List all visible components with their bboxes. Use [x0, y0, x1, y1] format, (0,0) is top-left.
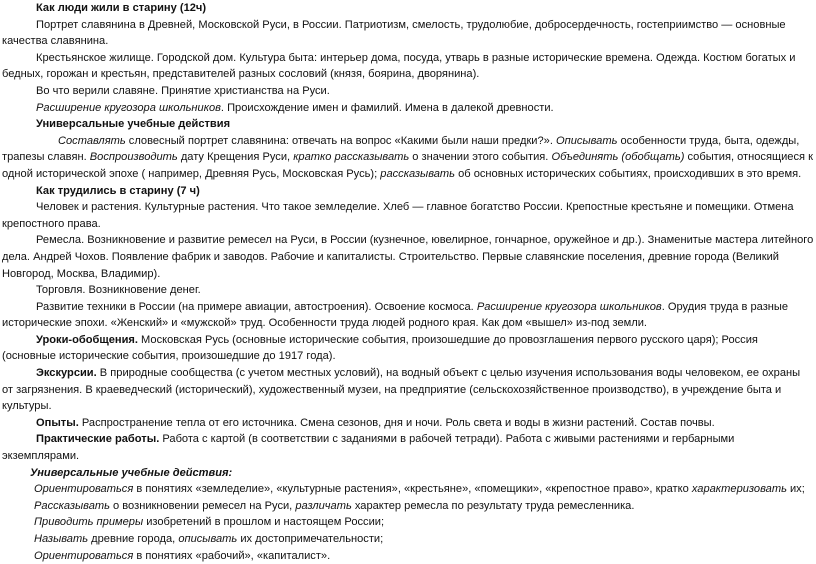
uud-item [2, 514, 814, 531]
paragraph-plants-agriculture: Человек и растения. Культурные растения. Что такое земледелие. Хлеб — главное богатство России. Крепостные крестьяне и помещики. Отмена крепостного права. [2, 201, 794, 230]
uud-run: древние города, [88, 533, 179, 545]
paragraph-slav-portrait: Портрет славянина в Древней, Московской Руси, в России. Патриотизм, смелость, трудолюбие, добросердечность, гостеприимство — основные качества славянина. [2, 18, 786, 48]
uud-item [2, 548, 814, 564]
paragraph-technology [2, 299, 814, 332]
paragraph-excursions [2, 365, 814, 415]
technology-text-a: Развитие техники в России (на примере авиации, автостроения). Освоение космоса. [36, 300, 477, 313]
uud-run: о значении этого события. [409, 151, 552, 164]
practical-work-label: Практические работы. [36, 433, 160, 446]
paragraph-practical-work [2, 431, 814, 464]
uud-run: о возникновении ремесел на Руси, [109, 499, 296, 512]
uud-item [2, 531, 814, 548]
uud-run: Составлять [58, 134, 126, 147]
uud-item [2, 481, 814, 498]
summary-lessons-label: Уроки-обобщения. [36, 333, 138, 346]
uud-run: Ориентироваться [34, 549, 134, 562]
uud-heading-1: Универсальные учебные действия [36, 118, 231, 131]
paragraph-summary-lessons [2, 332, 814, 365]
paragraph-crafts: Ремесла. Возникновение и развитие ремесел на Руси, в России (кузнечное, ювелирное, гончарное, оружейное и др.). Знаменитые мастера литейного дела. Андрей Чохов. Появление фабрик и заводов. Рабочие и капиталисты. Строительство. Первые славянские поселения, древние города (Великий Новгород, Москва, Владимир). [2, 234, 814, 280]
uud-paragraph-1 [2, 133, 814, 183]
uud-run: события, относящиеся к одной исторической эпохе ( например, Древняя Русь, Московская Русь); [2, 151, 813, 180]
outlook-italic-text: Расширение кругозора школьников [36, 101, 221, 114]
uud-run: различать [295, 499, 352, 512]
excursions-text: В природные сообщества (с учетом местных условий), на водный объект с целью изучения использования воды человеком, ее охраны от загрязнения. В краеведческий (исторический), художественный музеи, на предприятие (сельскохозяйственное производство), в учреждение быта и культуры. [2, 367, 801, 413]
uud-run: Ориентироваться [34, 483, 134, 496]
uud-run: рассказывать [380, 167, 456, 180]
uud-run: Объединять (обобщать) [551, 151, 685, 164]
outlook-rest-text: . Происхождение имен и фамилий. Имена в далекой древности. [220, 101, 554, 114]
uud-run: Воспроизводить [89, 151, 178, 164]
uud-run: словесный портрет славянина: отвечать на вопрос «Какими были наши предки?». [125, 134, 556, 147]
section-heading-old-times-living: Как люди жили в старину (12ч) [36, 2, 207, 14]
uud-run: Описывать [556, 134, 618, 147]
uud-heading-2: Универсальные учебные действия: [30, 466, 233, 479]
practical-work-text: Работа с картой (в соответствии с заданиями в рабочей тетради). Работа с живыми растениями и гербарными экземплярами. [2, 433, 735, 463]
uud-run: изобретений в прошлом и настоящем России; [143, 516, 385, 529]
paragraph-outlook-names [2, 100, 814, 117]
experiments-text: Распространение тепла от его источника. Смена сезонов, дня и ночи. Роль света и воды в жизни растений. Состав почвы. [78, 416, 715, 429]
uud-run: их достопримечательности; [237, 533, 384, 545]
summary-lessons-text: Московская Русь (основные исторические события, произошедшие до провозглашения первого русского царя); Россия (основные исторические события, произошедшие до 1917 года). [2, 333, 758, 363]
uud-run: Называть [34, 533, 89, 545]
paragraph-trade: Торговля. Возникновение денег. [36, 284, 201, 297]
paragraph-experiments [2, 415, 814, 432]
experiments-label: Опыты. [36, 416, 79, 429]
uud-run: кратко рассказывать [293, 151, 410, 164]
uud-run: в понятиях «рабочий», «капиталист». [133, 549, 331, 562]
uud-item [2, 498, 814, 515]
paragraph-peasant-dwelling: Крестьянское жилище. Городской дом. Культура быта: интерьер дома, посуда, утварь в разные исторические времена. Одежда. Костюм богатых и бедных, горожан и крестьян, представителей разных сословий (князя, боярина, дворянина). [2, 51, 796, 81]
technology-italic-text: Расширение кругозора школьников [476, 300, 662, 313]
section-heading-old-times-work: Как трудились в старину (7 ч) [36, 184, 200, 197]
excursions-label: Экскурсии. [36, 367, 97, 380]
uud-run: в понятиях «земледелие», «культурные растения», «крестьяне», «помещики», «крепостное право», кратко [133, 483, 692, 496]
technology-text-b: . Орудия труда в разные исторические эпохи. «Женский» и «мужской» труд. Особенности труда людей родного края. Как дом «вышел» из-под земли. [2, 300, 789, 330]
uud-run: описывать [178, 533, 238, 545]
uud-run: Рассказывать [34, 499, 110, 512]
uud-run: Приводить примеры [34, 516, 144, 529]
uud-run: их; [786, 483, 805, 496]
uud-run: характеризовать [691, 483, 787, 496]
uud-run: особенности труда, быта, одежды, трапезы славян. [2, 134, 800, 164]
uud-run: характер ремесла по результату труда ремесленника. [351, 499, 635, 512]
paragraph-beliefs: Во что верили славяне. Принятие христианства на Руси. [36, 84, 330, 97]
uud-run: дату Крещения Руси, [177, 151, 294, 164]
uud-run: об основных исторических событиях, происходивших в это время. [455, 167, 802, 180]
